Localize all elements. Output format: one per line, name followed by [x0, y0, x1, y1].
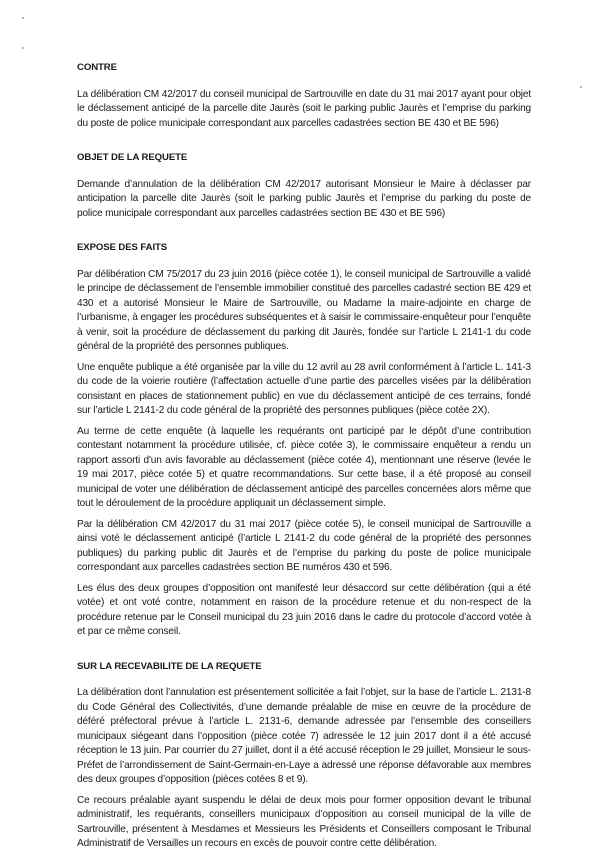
scan-speck: [22, 17, 24, 19]
section-expose-faits: [77, 241, 531, 640]
paragraph: Par délibération CM 75/2017 du 23 juin 2016 (pièce cotée 1), le conseil municipal de Sartrouville a validé le principe de déclassement de l’ensemble immobilier constitué des parcelles cadastré section BE 429 et 430 et a autorisé Monsieur le Maire de Sartrouville, ou Madame la maire-adjointe en charge de l’urbanisme, à engager les procédures subséquentes et à saisir le commissaire-enquêteur pour l’enquête à venir, soit la procédure de déclassement du parking dit Jaurès, fondée sur l’article L 2141-1 du code général de la propriété des personnes publiques.: [77, 268, 531, 352]
paragraph: Les élus des deux groupes d’opposition ont manifesté leur désaccord sur cette délibération (qui a été votée) et ont voté contre, notamment en raison de la procédure retenue et du non-respect de la procédure retenue par le Conseil municipal du 23 juin 2016 dans le cadre du protocole d’accord votée à et par ce même conseil.: [77, 582, 531, 637]
section-heading: CONTRE: [77, 62, 117, 73]
section-heading: OBJET DE LA REQUETE: [77, 152, 188, 163]
paragraph: Par la délibération CM 42/2017 du 31 mai 2017 (pièce cotée 5), le conseil municipal de Sartrouville a ainsi voté le déclassement anticipé (l’article L 2141-2 du code général de la propriété des personnes publiques) du parking public dit Jaurès et de l’emprise du parking du poste de police municipale correspondant aux parcelles cadastrées section BE numéros 430 et 596.: [77, 518, 531, 573]
section-heading: EXPOSE DES FAITS: [77, 242, 168, 253]
section-objet-requete: [77, 151, 531, 221]
paragraph: Demande d’annulation de la délibération CM 42/2017 autorisant Monsieur le Maire à déclasser par anticipation la parcelle dite Jaurès (soit le parking public Jaurès et l’emprise du parking du poste de police municipale correspondant aux parcelles cadastrées section BE 430 et BE 596): [77, 178, 531, 219]
paragraph: Ce recours préalable ayant suspendu le délai de deux mois pour former opposition devant le tribunal administratif, les requérants, conseillers municipaux d’opposition au conseil municipal de la ville de Sartrouville, présentent à Mesdames et Messieurs les Présidents et Conseillers composant le Tribunal Administratif de Versailles un recours en excès de pouvoir contre cette délibération.: [77, 794, 531, 849]
section-heading: SUR LA RECEVABILITE DE LA REQUETE: [77, 660, 262, 672]
section-contre: [77, 61, 531, 131]
paragraph: Une enquête publique a été organisée par la ville du 12 avril au 28 avril conformément à l’article L. 141-3 du code de la voierie routière (l’affectation actuelle d’une partie des parcelles visées par la délibération consistant en places de stationnement public) en vue du déclassement anticipé de ces terrains, fondé sur l’article L 2141-2 du code général de la propriété des personnes publiques (pièce cotée 2X).: [77, 361, 531, 416]
scan-speck: [580, 86, 582, 88]
document-body: [77, 61, 531, 852]
scan-speck: [22, 47, 24, 49]
paragraph: La délibération CM 42/2017 du conseil municipal de Sartrouville en date du 31 mai 2017 ayant pour objet le déclassement anticipé de la parcelle dite Jaurès (soit le parking public Jaurès et l’emprise du parking du poste de police municipale correspondant aux parcelles cadastrées section BE 430 et BE 596): [77, 88, 531, 129]
section-recevabilite: [77, 660, 531, 852]
paragraph: Au terme de cette enquête (à laquelle les requérants ont participé par le dépôt d’une contribution contestant notamment la procédure utilisée, cf. pièce cotée 3), le commissaire enquêteur a rendu un rapport assorti d'un avis favorable au déclassement (pièce cotée 4), mentionnant une réserve (levée le 19 mai 2017, pièce cotée 5) et quatre recommandations. Sur cette base, il a été proposé au conseil municipal de voter une délibération de déclassement anticipé des parcelles concernées alors même que tout le déroulement de la procédure appliquait un déclassement simple.: [77, 425, 531, 509]
paragraph: La délibération dont l’annulation est présentement sollicitée a fait l’objet, sur la base de l’article L. 2131-8 du Code Général des Collectivités, d’une demande préalable de mise en œuvre de la procédure de déféré préfectoral prévue à l’article L. 2131-6, demande adressée par l’ensemble des conseillers municipaux siégeant dans l’opposition (pièce cotée 7) adressée le 12 juin 2017 dont il a été accusé réception le 13 juin. Par courrier du 27 juillet, dont il a été accusé réception le 29 juillet, Monsieur le sous-Préfet de l’arrondissement de Saint-Germain-en-Laye a adressé une réponse défavorable aux membres des deux groupes d’opposition (pièces cotées 8 et 9).: [77, 687, 531, 785]
